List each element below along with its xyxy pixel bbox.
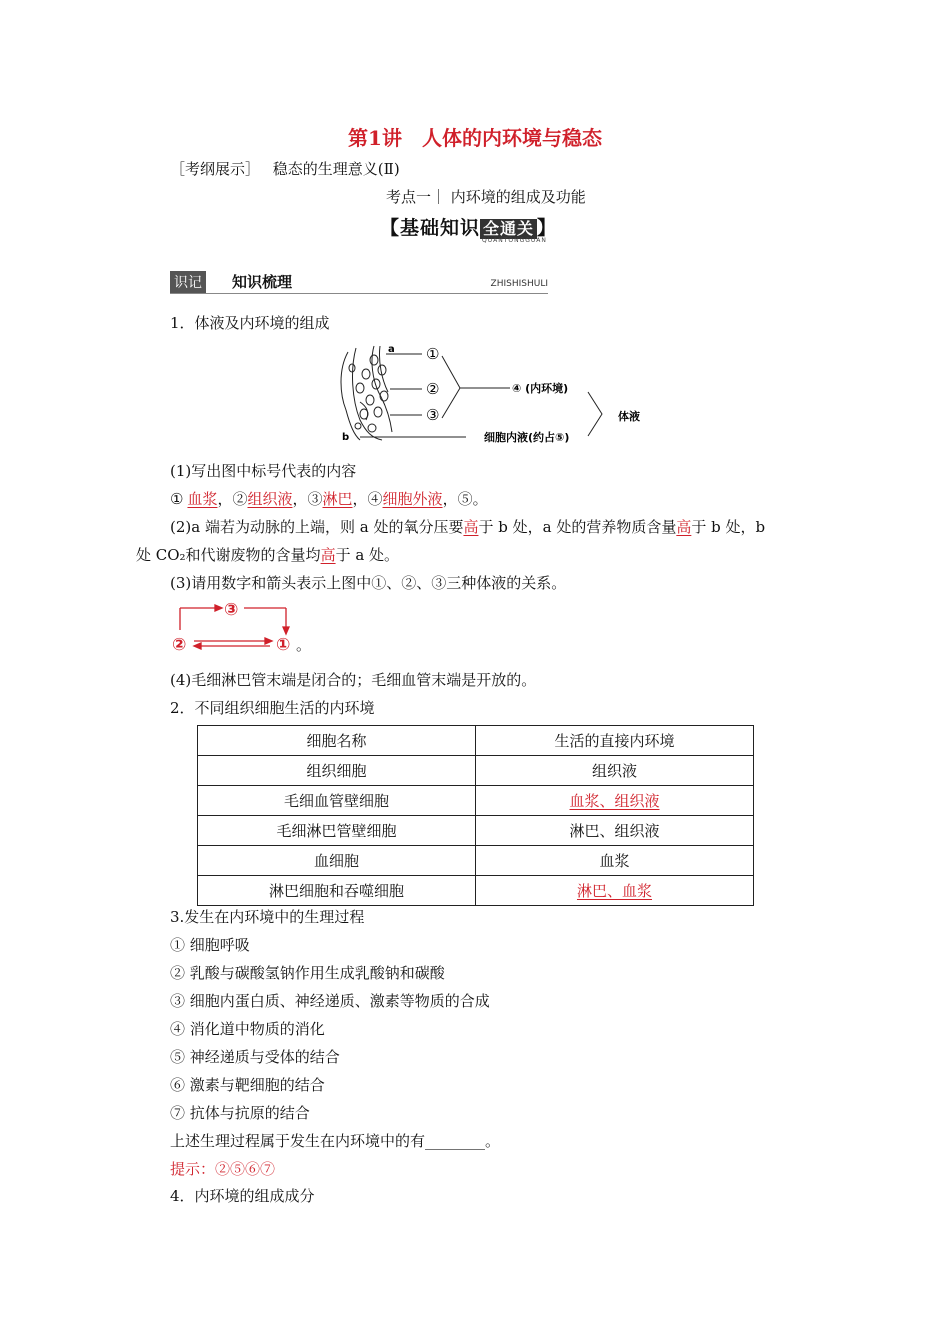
ans-extracellular: 细胞外液 [382, 490, 443, 508]
table-cell: 毛细血管壁细胞 [198, 786, 476, 816]
flow-top: ③ [224, 600, 239, 620]
topic-heading: 考点一｜ 内环境的组成及功能 [386, 188, 586, 206]
table-header-row [198, 726, 754, 756]
banner-end: 】 [537, 217, 558, 239]
table-cell-answer [476, 786, 754, 816]
diagram-n2: ② [426, 380, 440, 398]
ans-prefix-4: ，④ [352, 490, 383, 508]
table-row [198, 846, 754, 876]
flow-end: 。 [296, 636, 312, 654]
p2-text-c: 于 b 处，b [691, 518, 766, 536]
table-header-cell: 生活的直接内环境 [476, 726, 754, 756]
table-cell: 血浆 [476, 846, 754, 876]
q1-p1-answers [170, 488, 488, 509]
p2-text-e: 于 a 处。 [335, 546, 400, 564]
table-cell: 毛细淋巴管壁细胞 [198, 816, 476, 846]
table-cell: 血细胞 [198, 846, 476, 876]
fluid-relation-diagram [170, 600, 320, 660]
diagram-n4: ④ (内环境) [512, 382, 569, 395]
syllabus-text: 稳态的生理意义(Ⅱ) [272, 160, 400, 178]
q3-item: ④ 消化道中物质的消化 [170, 1020, 325, 1038]
table-row [198, 876, 754, 906]
p2-text-d: 处 CO₂和代谢废物的含量均 [136, 546, 321, 564]
banner-pinyin: QUANTONGGUAN [482, 237, 547, 244]
q3-heading: 3.发生在内环境中的生理过程 [170, 908, 365, 926]
q3-item: ② 乳酸与碳酸氢钠作用生成乳酸钠和碳酸 [170, 964, 445, 982]
syllabus [170, 158, 400, 179]
q1-p2-line2 [136, 544, 399, 565]
flow-left: ② [172, 635, 187, 655]
table-cell: 组织细胞 [198, 756, 476, 786]
ans-prefix-1: ① [170, 490, 184, 508]
p2-answer-1: 高 [463, 518, 479, 536]
ans-lymph: 淋巴 [322, 490, 353, 508]
q1-p4: (4)毛细淋巴管末端是闭合的；毛细血管末端是开放的。 [170, 671, 537, 689]
banner [380, 213, 558, 244]
q3-item: ① 细胞呼吸 [170, 936, 250, 954]
ans-plasma: 血浆 [187, 490, 218, 508]
table-answer: 淋巴、血浆 [576, 882, 652, 900]
q1-p3: (3)请用数字和箭头表示上图中①、②、③三种体液的关系。 [170, 574, 567, 592]
diagram-n1: ① [426, 345, 440, 363]
diagram-label-lines [360, 354, 602, 437]
q2-heading: 2．不同组织细胞生活的内环境 [170, 699, 375, 717]
section-label: 识记 [170, 271, 206, 293]
banner-badge: 全通关 [480, 219, 537, 239]
p2-answer-2: 高 [676, 518, 692, 536]
section-pinyin: ZHISHISHULI [490, 279, 548, 289]
table-answer: 血浆、组织液 [569, 792, 660, 810]
table-cell-answer [476, 876, 754, 906]
ans-tissue-fluid: 组织液 [247, 490, 293, 508]
table-cell: 淋巴、组织液 [476, 816, 754, 846]
syllabus-label: ［考纲展示］ [170, 160, 261, 178]
q1-p1: (1)写出图中标号代表的内容 [170, 462, 357, 480]
table-row [198, 816, 754, 846]
q3-item: ③ 细胞内蛋白质、神经递质、激素等物质的合成 [170, 992, 490, 1010]
q1-heading: 1．体液及内环境的组成 [170, 314, 330, 332]
p2-text-b: 于 b 处，a 处的营养物质含量 [478, 518, 677, 536]
diagram-n3: ③ [426, 406, 440, 424]
flow-right: ① [276, 635, 291, 655]
q3-item: ⑥ 激素与靶细胞的结合 [170, 1076, 325, 1094]
label-a: a [388, 344, 395, 355]
q3-question: 上述生理过程属于发生在内环境中的有________。 [170, 1132, 501, 1150]
table-row [198, 786, 754, 816]
cell-environment-table [197, 725, 754, 906]
q1-p2-line1 [170, 516, 765, 537]
q4-heading: 4．内环境的组成成分 [170, 1187, 315, 1205]
table-header-cell: 细胞名称 [198, 726, 476, 756]
p2-text-a: (2)a 端若为动脉的上端，则 a 处的氧分压要 [170, 518, 464, 536]
q3-item: ⑦ 抗体与抗原的结合 [170, 1104, 310, 1122]
diagram-intracellular: 细胞内液(约占⑤) [484, 431, 570, 444]
body-fluid-diagram [330, 340, 650, 448]
hint-text: ②⑤⑥⑦ [215, 1160, 276, 1178]
label-b: b [342, 432, 350, 443]
tissue-illustration [341, 346, 392, 440]
ans-prefix-2: ，② [217, 490, 248, 508]
hint-label: 提示： [170, 1160, 216, 1178]
q3-item: ⑤ 神经递质与受体的结合 [170, 1048, 340, 1066]
section-header [170, 271, 548, 294]
diagram-body-fluid: 体液 [618, 410, 640, 423]
table-row [198, 756, 754, 786]
ans-prefix-3: ，③ [292, 490, 323, 508]
p2-answer-3: 高 [320, 546, 336, 564]
q3-hint [170, 1158, 275, 1179]
banner-main: 【基础知识 [380, 217, 481, 239]
page-title: 第1讲 人体的内环境与稳态 [348, 126, 602, 150]
table-cell: 淋巴细胞和吞噬细胞 [198, 876, 476, 906]
ans-suffix: ，⑤。 [442, 490, 488, 508]
section-name: 知识梳理 [232, 273, 293, 291]
table-cell: 组织液 [476, 756, 754, 786]
